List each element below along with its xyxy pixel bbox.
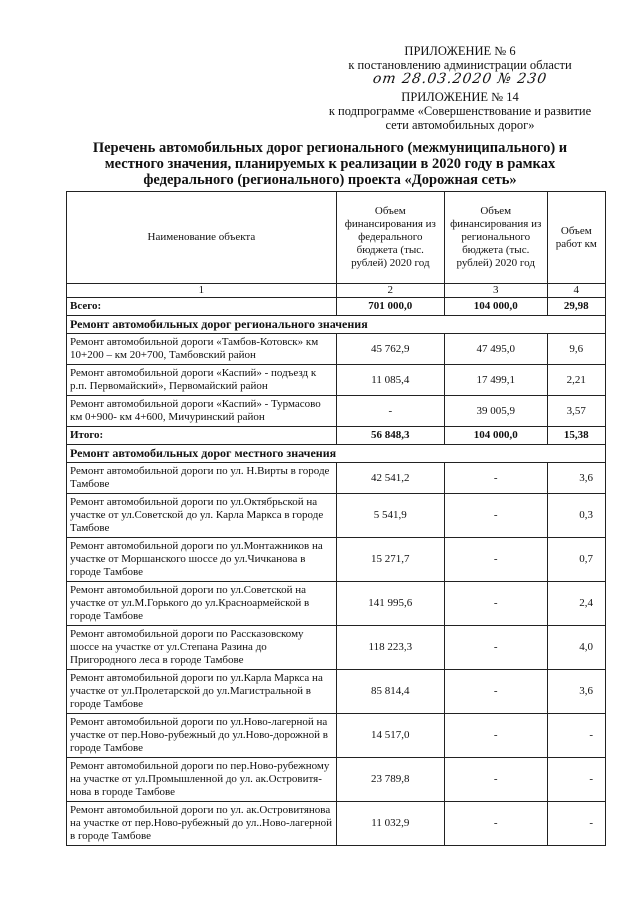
- table-row: [67, 758, 606, 802]
- col-number-3: 3: [444, 284, 547, 298]
- header-regional: Объем финансирования из регионального бюджета (тыс. рублей) 2020 год: [444, 192, 547, 284]
- row-regional: 17 499,1: [444, 365, 547, 396]
- table-row: [67, 494, 606, 538]
- row-km: 3,57: [547, 396, 605, 427]
- row-regional: 47 495,0: [444, 334, 547, 365]
- row-km: 0,3: [547, 494, 605, 538]
- total-row: [67, 298, 606, 316]
- table-row: [67, 582, 606, 626]
- row-regional: -: [444, 538, 547, 582]
- row-federal: -: [336, 396, 444, 427]
- header-federal: Объем финансирования из федерального бюджета (тыс. рублей) 2020 год: [336, 192, 444, 284]
- subprogram-line-1: к подпрограмме «Совершенствование и развитие: [328, 104, 592, 118]
- subtotal-regional: 104 000,0: [444, 427, 547, 445]
- row-federal: 141 995,6: [336, 582, 444, 626]
- row-federal: 118 223,3: [336, 626, 444, 670]
- row-km: 2,4: [547, 582, 605, 626]
- row-federal: 11 032,9: [336, 802, 444, 846]
- row-name: Ремонт автомобильной дороги «Тамбов-Котовск» км 10+200 – км 20+700, Тамбовский район: [67, 334, 337, 365]
- row-km: 2,21: [547, 365, 605, 396]
- col-number-1: 1: [67, 284, 337, 298]
- table-row: [67, 463, 606, 494]
- row-federal: 23 789,8: [336, 758, 444, 802]
- document-header: [300, 44, 620, 132]
- appendix-14-label: ПРИЛОЖЕНИЕ № 14: [401, 90, 519, 104]
- row-federal: 5 541,9: [336, 494, 444, 538]
- row-name: Ремонт автомобильной дороги по пер.Ново-рубежному на участке от ул.Промышленной до ул. ак.Островитя-нова в городе Тамбове: [67, 758, 337, 802]
- col-number-4: 4: [547, 284, 605, 298]
- row-name: Ремонт автомобильной дороги «Каспий» - Турмасово км 0+900- км 4+600, Мичуринский район: [67, 396, 337, 427]
- row-federal: 85 814,4: [336, 670, 444, 714]
- table-row: [67, 396, 606, 427]
- total-regional: 104 000,0: [444, 298, 547, 316]
- row-federal: 15 271,7: [336, 538, 444, 582]
- column-number-row: [67, 284, 606, 298]
- table-row: [67, 365, 606, 396]
- total-km: 29,98: [547, 298, 605, 316]
- row-regional: -: [444, 758, 547, 802]
- resolution-label: к постановлению администрации области: [348, 58, 572, 72]
- row-regional: -: [444, 670, 547, 714]
- row-km: -: [547, 802, 605, 846]
- table-row: [67, 626, 606, 670]
- header-km: Объем работ км: [547, 192, 605, 284]
- table-row: [67, 714, 606, 758]
- row-federal: 45 762,9: [336, 334, 444, 365]
- row-name: Ремонт автомобильной дороги «Каспий» - подъезд к р.п. Первомайский», Первомайский район: [67, 365, 337, 396]
- row-regional: -: [444, 714, 547, 758]
- subprogram-line-2: сети автомобильных дорог»: [385, 118, 535, 132]
- header-row: [67, 192, 606, 284]
- table-row: [67, 538, 606, 582]
- subtotal-row: [67, 427, 606, 445]
- row-name: Ремонт автомобильной дороги по ул.Октябрьской на участке от ул.Советской до ул. Карла Маркса в городе Тамбове: [67, 494, 337, 538]
- row-km: 0,7: [547, 538, 605, 582]
- appendix-6-label: ПРИЛОЖЕНИЕ № 6: [404, 44, 516, 58]
- row-regional: -: [444, 626, 547, 670]
- section-local-title: Ремонт автомобильных дорог местного значения: [67, 445, 606, 463]
- row-name: Ремонт автомобильной дороги по ул.Монтажников на участке от Моршанского шоссе до ул.Чичканова в городе Тамбове: [67, 538, 337, 582]
- roads-table: [66, 191, 606, 846]
- table-row: [67, 334, 606, 365]
- section-local-row: [67, 445, 606, 463]
- row-km: 3,6: [547, 463, 605, 494]
- handwritten-date-number: от 28.03.2020 № 230: [371, 71, 549, 87]
- col-number-2: 2: [336, 284, 444, 298]
- section-regional-row: [67, 316, 606, 334]
- row-regional: -: [444, 802, 547, 846]
- title-line-1: Перечень автомобильных дорог регионального (межмуниципального) и: [92, 140, 568, 156]
- total-label: Всего:: [67, 298, 337, 316]
- document-title: [60, 140, 600, 188]
- subtotal-label: Итого:: [67, 427, 337, 445]
- row-regional: 39 005,9: [444, 396, 547, 427]
- row-regional: -: [444, 582, 547, 626]
- row-name: Ремонт автомобильной дороги по ул.Советской на участке от ул.М.Горького до ул.Красноармейской в городе Тамбове: [67, 582, 337, 626]
- title-line-3: федерального (регионального) проекта «Дорожная сеть»: [143, 172, 517, 188]
- row-km: -: [547, 714, 605, 758]
- row-name: Ремонт автомобильной дороги по ул. ак.Островитянова на участке от пер.Ново-рубежный до ул..Ново-лагерной в городе Тамбове: [67, 802, 337, 846]
- row-km: 3,6: [547, 670, 605, 714]
- table-row: [67, 670, 606, 714]
- row-name: Ремонт автомобильной дороги по ул. Н.Вирты в городе Тамбове: [67, 463, 337, 494]
- row-km: 4,0: [547, 626, 605, 670]
- total-federal: 701 000,0: [336, 298, 444, 316]
- section-regional-title: Ремонт автомобильных дорог регионального значения: [67, 316, 606, 334]
- row-name: Ремонт автомобильной дороги по Рассказовскому шоссе на участке от ул.Степана Разина до Пригородного леса в городе Тамбове: [67, 626, 337, 670]
- row-name: Ремонт автомобильной дороги по ул.Карла Маркса на участке от ул.Пролетарской до ул.Магистральной в городе Тамбове: [67, 670, 337, 714]
- row-federal: 42 541,2: [336, 463, 444, 494]
- row-federal: 14 517,0: [336, 714, 444, 758]
- row-km: 9,6: [547, 334, 605, 365]
- row-regional: -: [444, 494, 547, 538]
- title-line-2: местного значения, планируемых к реализации в 2020 году в рамках: [104, 156, 556, 172]
- header-name: Наименование объекта: [67, 192, 337, 284]
- row-km: -: [547, 758, 605, 802]
- subtotal-federal: 56 848,3: [336, 427, 444, 445]
- row-regional: -: [444, 463, 547, 494]
- row-name: Ремонт автомобильной дороги по ул.Ново-лагерной на участке от пер.Ново-рубежный до ул.Ново-дорожной в городе Тамбове: [67, 714, 337, 758]
- row-federal: 11 085,4: [336, 365, 444, 396]
- table-row: [67, 802, 606, 846]
- subtotal-km: 15,38: [547, 427, 605, 445]
